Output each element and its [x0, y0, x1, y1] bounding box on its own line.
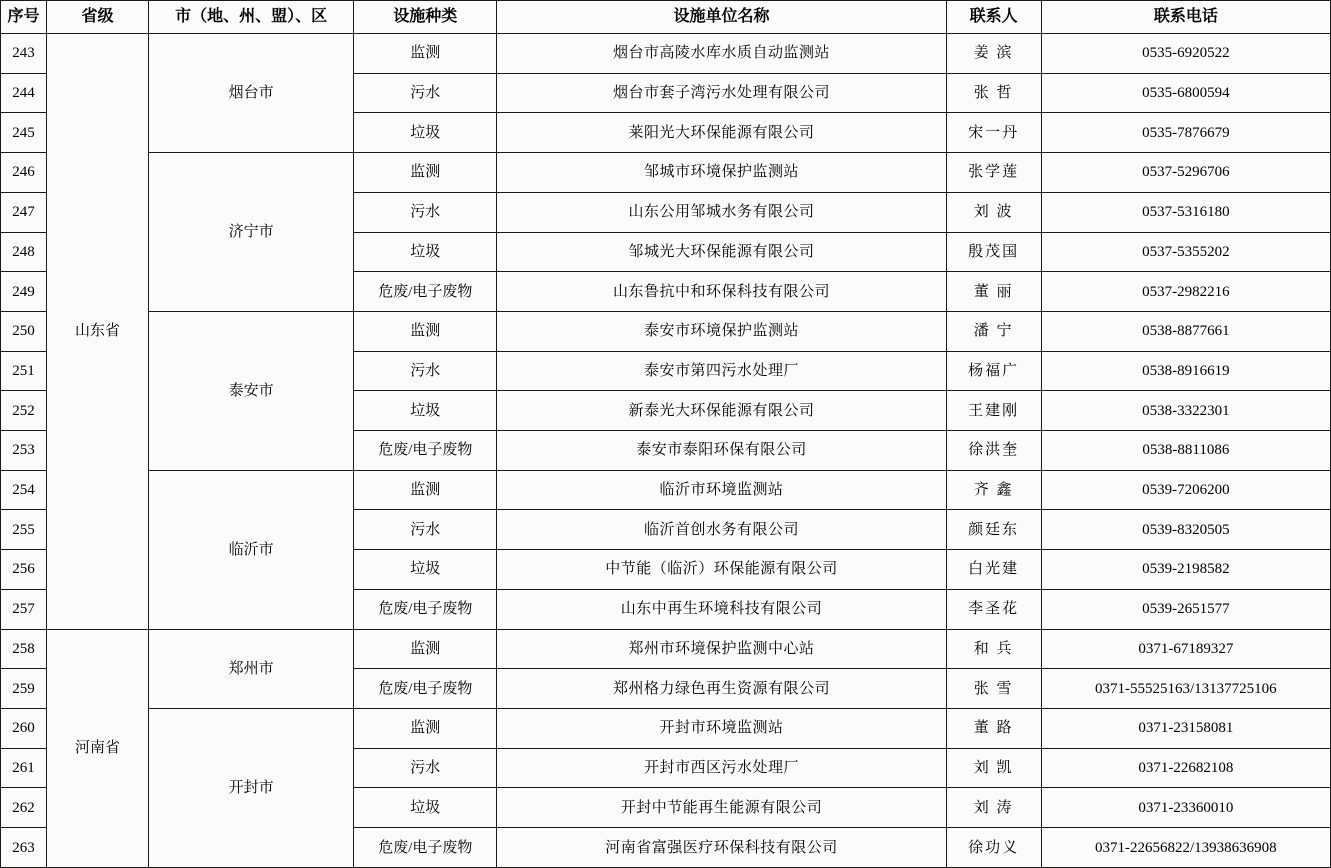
- cell-contact-person: 王建刚: [946, 391, 1041, 431]
- cell-facility-type: 监测: [354, 708, 497, 748]
- cell-facility-name: 临沂首创水务有限公司: [497, 510, 946, 550]
- cell-contact-phone: 0539-2198582: [1041, 550, 1330, 590]
- cell-facility-type: 污水: [354, 748, 497, 788]
- cell-contact-person: 张 雪: [946, 669, 1041, 709]
- cell-province: 河南省: [47, 629, 149, 867]
- column-header-facility-type: 设施种类: [354, 1, 497, 34]
- cell-city: 泰安市: [149, 311, 354, 470]
- cell-contact-person: 白光建: [946, 550, 1041, 590]
- cell-facility-name: 莱阳光大环保能源有限公司: [497, 113, 946, 153]
- cell-facility-type: 垃圾: [354, 391, 497, 431]
- cell-seq: 259: [1, 669, 47, 709]
- cell-facility-type: 监测: [354, 311, 497, 351]
- cell-seq: 257: [1, 589, 47, 629]
- cell-facility-name: 泰安市第四污水处理厂: [497, 351, 946, 391]
- table-row: [1, 708, 1331, 748]
- cell-facility-type: 危废/电子废物: [354, 272, 497, 312]
- cell-contact-person: 刘 凯: [946, 748, 1041, 788]
- cell-contact-person: 潘 宁: [946, 311, 1041, 351]
- table-row: [1, 470, 1331, 510]
- cell-contact-person: 宋一丹: [946, 113, 1041, 153]
- cell-seq: 249: [1, 272, 47, 312]
- cell-contact-phone: 0538-8877661: [1041, 311, 1330, 351]
- cell-seq: 247: [1, 192, 47, 232]
- cell-contact-person: 颜廷东: [946, 510, 1041, 550]
- cell-contact-person: 殷茂国: [946, 232, 1041, 272]
- cell-facility-type: 监测: [354, 34, 497, 74]
- cell-contact-phone: 0539-7206200: [1041, 470, 1330, 510]
- cell-contact-phone: 0371-55525163/13137725106: [1041, 669, 1330, 709]
- cell-contact-person: 刘 涛: [946, 788, 1041, 828]
- cell-contact-person: 李圣花: [946, 589, 1041, 629]
- cell-facility-name: 泰安市环境保护监测站: [497, 311, 946, 351]
- cell-facility-name: 烟台市套子湾污水处理有限公司: [497, 73, 946, 113]
- cell-contact-phone: 0535-7876679: [1041, 113, 1330, 153]
- cell-contact-phone: 0537-2982216: [1041, 272, 1330, 312]
- cell-seq: 252: [1, 391, 47, 431]
- cell-city: 临沂市: [149, 470, 354, 629]
- cell-contact-person: 董 丽: [946, 272, 1041, 312]
- cell-facility-type: 监测: [354, 629, 497, 669]
- table-body: [1, 34, 1331, 868]
- cell-contact-person: 刘 波: [946, 192, 1041, 232]
- cell-facility-name: 河南省富强医疗环保科技有限公司: [497, 828, 946, 868]
- cell-contact-phone: 0538-3322301: [1041, 391, 1330, 431]
- cell-facility-type: 垃圾: [354, 113, 497, 153]
- cell-seq: 243: [1, 34, 47, 74]
- cell-seq: 256: [1, 550, 47, 590]
- cell-seq: 246: [1, 153, 47, 193]
- cell-facility-type: 垃圾: [354, 550, 497, 590]
- column-header-contact-phone: 联系电话: [1041, 1, 1330, 34]
- cell-facility-type: 垃圾: [354, 232, 497, 272]
- cell-facility-type: 污水: [354, 192, 497, 232]
- cell-seq: 255: [1, 510, 47, 550]
- cell-facility-name: 邹城市环境保护监测站: [497, 153, 946, 193]
- cell-facility-type: 危废/电子废物: [354, 589, 497, 629]
- cell-facility-type: 监测: [354, 470, 497, 510]
- cell-facility-type: 污水: [354, 73, 497, 113]
- cell-seq: 250: [1, 311, 47, 351]
- cell-city: 郑州市: [149, 629, 354, 708]
- cell-contact-phone: 0539-8320505: [1041, 510, 1330, 550]
- cell-contact-phone: 0535-6920522: [1041, 34, 1330, 74]
- cell-contact-phone: 0371-22682108: [1041, 748, 1330, 788]
- cell-contact-phone: 0539-2651577: [1041, 589, 1330, 629]
- cell-facility-name: 山东中再生环境科技有限公司: [497, 589, 946, 629]
- cell-city: 烟台市: [149, 34, 354, 153]
- cell-facility-name: 邹城光大环保能源有限公司: [497, 232, 946, 272]
- table-header: [1, 1, 1331, 34]
- cell-facility-type: 危废/电子废物: [354, 431, 497, 471]
- cell-facility-name: 临沂市环境监测站: [497, 470, 946, 510]
- cell-contact-person: 张 哲: [946, 73, 1041, 113]
- column-header-city: 市（地、州、盟）、区: [149, 1, 354, 34]
- cell-contact-person: 杨福广: [946, 351, 1041, 391]
- cell-seq: 263: [1, 828, 47, 868]
- column-header-contact-person: 联系人: [946, 1, 1041, 34]
- cell-seq: 260: [1, 708, 47, 748]
- cell-contact-phone: 0371-23158081: [1041, 708, 1330, 748]
- cell-contact-phone: 0537-5316180: [1041, 192, 1330, 232]
- cell-facility-type: 危废/电子废物: [354, 828, 497, 868]
- cell-facility-type: 垃圾: [354, 788, 497, 828]
- cell-facility-name: 开封市西区污水处理厂: [497, 748, 946, 788]
- cell-contact-person: 张学莲: [946, 153, 1041, 193]
- cell-contact-phone: 0538-8811086: [1041, 431, 1330, 471]
- cell-city: 开封市: [149, 708, 354, 867]
- cell-facility-name: 新泰光大环保能源有限公司: [497, 391, 946, 431]
- cell-province: 山东省: [47, 34, 149, 630]
- cell-seq: 244: [1, 73, 47, 113]
- table-row: [1, 153, 1331, 193]
- cell-seq: 258: [1, 629, 47, 669]
- column-header-facility-name: 设施单位名称: [497, 1, 946, 34]
- column-header-seq: 序号: [1, 1, 47, 34]
- cell-facility-name: 烟台市高陵水库水质自动监测站: [497, 34, 946, 74]
- cell-contact-phone: 0537-5355202: [1041, 232, 1330, 272]
- column-header-province: 省级: [47, 1, 149, 34]
- table-row: [1, 629, 1331, 669]
- cell-facility-name: 泰安市泰阳环保有限公司: [497, 431, 946, 471]
- cell-facility-name: 中节能（临沂）环保能源有限公司: [497, 550, 946, 590]
- cell-contact-person: 徐功义: [946, 828, 1041, 868]
- cell-seq: 262: [1, 788, 47, 828]
- cell-seq: 248: [1, 232, 47, 272]
- table-row: [1, 34, 1331, 74]
- cell-contact-person: 徐洪奎: [946, 431, 1041, 471]
- table-row: [1, 311, 1331, 351]
- cell-contact-person: 和 兵: [946, 629, 1041, 669]
- cell-facility-type: 污水: [354, 351, 497, 391]
- cell-contact-phone: 0371-22656822/13938636908: [1041, 828, 1330, 868]
- cell-facility-name: 郑州市环境保护监测中心站: [497, 629, 946, 669]
- cell-facility-type: 监测: [354, 153, 497, 193]
- cell-contact-person: 姜 滨: [946, 34, 1041, 74]
- cell-contact-phone: 0538-8916619: [1041, 351, 1330, 391]
- cell-contact-person: 董 路: [946, 708, 1041, 748]
- cell-contact-phone: 0371-67189327: [1041, 629, 1330, 669]
- cell-seq: 245: [1, 113, 47, 153]
- cell-facility-type: 危废/电子废物: [354, 669, 497, 709]
- cell-facility-name: 开封市环境监测站: [497, 708, 946, 748]
- cell-contact-phone: 0371-23360010: [1041, 788, 1330, 828]
- cell-contact-phone: 0537-5296706: [1041, 153, 1330, 193]
- cell-facility-name: 郑州格力绿色再生资源有限公司: [497, 669, 946, 709]
- cell-city: 济宁市: [149, 153, 354, 312]
- cell-seq: 251: [1, 351, 47, 391]
- cell-facility-name: 山东公用邹城水务有限公司: [497, 192, 946, 232]
- cell-facility-name: 开封中节能再生能源有限公司: [497, 788, 946, 828]
- cell-seq: 253: [1, 431, 47, 471]
- cell-facility-name: 山东鲁抗中和环保科技有限公司: [497, 272, 946, 312]
- cell-facility-type: 污水: [354, 510, 497, 550]
- cell-contact-phone: 0535-6800594: [1041, 73, 1330, 113]
- cell-seq: 254: [1, 470, 47, 510]
- cell-seq: 261: [1, 748, 47, 788]
- cell-contact-person: 齐 鑫: [946, 470, 1041, 510]
- table-header-row: [1, 1, 1331, 34]
